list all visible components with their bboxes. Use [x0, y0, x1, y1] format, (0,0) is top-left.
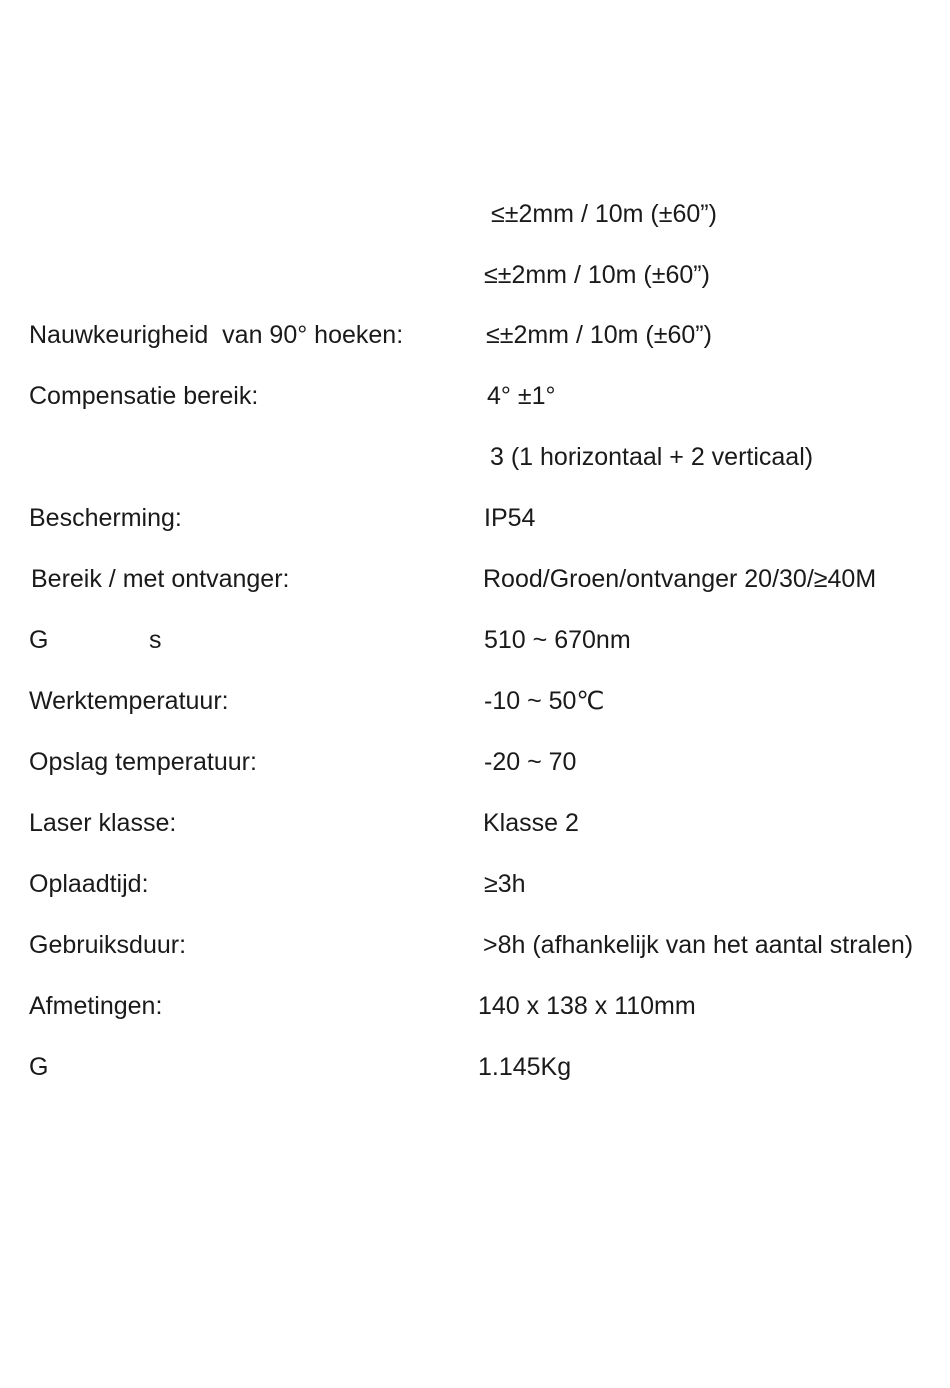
spec-label: [29, 620, 162, 660]
spec-row-protection: [0, 498, 950, 538]
spec-label: Opslag temperatuur:: [29, 748, 257, 776]
spec-value: 510 ~ 670nm: [484, 626, 631, 654]
spec-label: Bereik / met ontvanger:: [31, 565, 290, 593]
spec-label: Compensatie bereik:: [29, 382, 259, 410]
spec-row-working-temperature: [0, 681, 950, 721]
spec-row-operating-time: [0, 925, 950, 965]
spec-value: >8h (afhankelijk van het aantal stralen): [483, 931, 914, 959]
spec-row-weight: [0, 1047, 950, 1087]
spec-label: Oplaadtijd:: [29, 870, 149, 898]
spec-row-charge-time: [0, 864, 950, 904]
spec-value: -20 ~ 70: [484, 748, 577, 776]
spec-label-part-b: s: [149, 626, 162, 654]
spec-value: 1.145Kg: [478, 1053, 572, 1081]
spec-row-storage-temperature: [0, 742, 950, 782]
spec-value: Klasse 2: [483, 809, 579, 837]
spec-row-accuracy-vertical: [0, 255, 950, 295]
spec-label: Bescherming:: [29, 504, 182, 532]
spec-row-dimensions: [0, 986, 950, 1026]
spec-row-laser-lines: [0, 437, 950, 477]
spec-row-laser-class: [0, 803, 950, 843]
spec-value: ≤±2mm / 10m (±60”): [484, 261, 710, 289]
spec-value: ≥3h: [484, 870, 526, 898]
spec-label: Werktemperatuur:: [29, 687, 229, 715]
spec-value: 140 x 138 x 110mm: [478, 992, 696, 1020]
spec-value: Rood/Groen/ontvanger 20/30/≥40M: [483, 565, 877, 593]
spec-row-compensation-range: [0, 376, 950, 416]
spec-row-range: [0, 559, 950, 599]
spec-value: ≤±2mm / 10m (±60”): [491, 200, 717, 228]
spec-value: 3 (1 horizontaal + 2 verticaal): [490, 443, 814, 471]
spec-value: -10 ~ 50℃: [484, 687, 605, 715]
spec-label: Afmetingen:: [29, 992, 163, 1020]
spec-label: Nauwkeurigheid van 90° hoeken:: [29, 321, 404, 349]
spec-value: IP54: [484, 504, 536, 532]
spec-value: 4° ±1°: [487, 382, 556, 410]
spec-label: Gebruiksduur:: [29, 931, 187, 959]
spec-row-wavelength: [0, 620, 950, 660]
spec-row-accuracy-90-degree: [0, 315, 950, 355]
spec-label-part-a: G: [29, 626, 49, 654]
spec-row-accuracy-horizontal: [0, 194, 950, 234]
spec-label: Laser klasse:: [29, 809, 177, 837]
spec-value: ≤±2mm / 10m (±60”): [486, 321, 712, 349]
spec-label: G: [29, 1053, 49, 1081]
